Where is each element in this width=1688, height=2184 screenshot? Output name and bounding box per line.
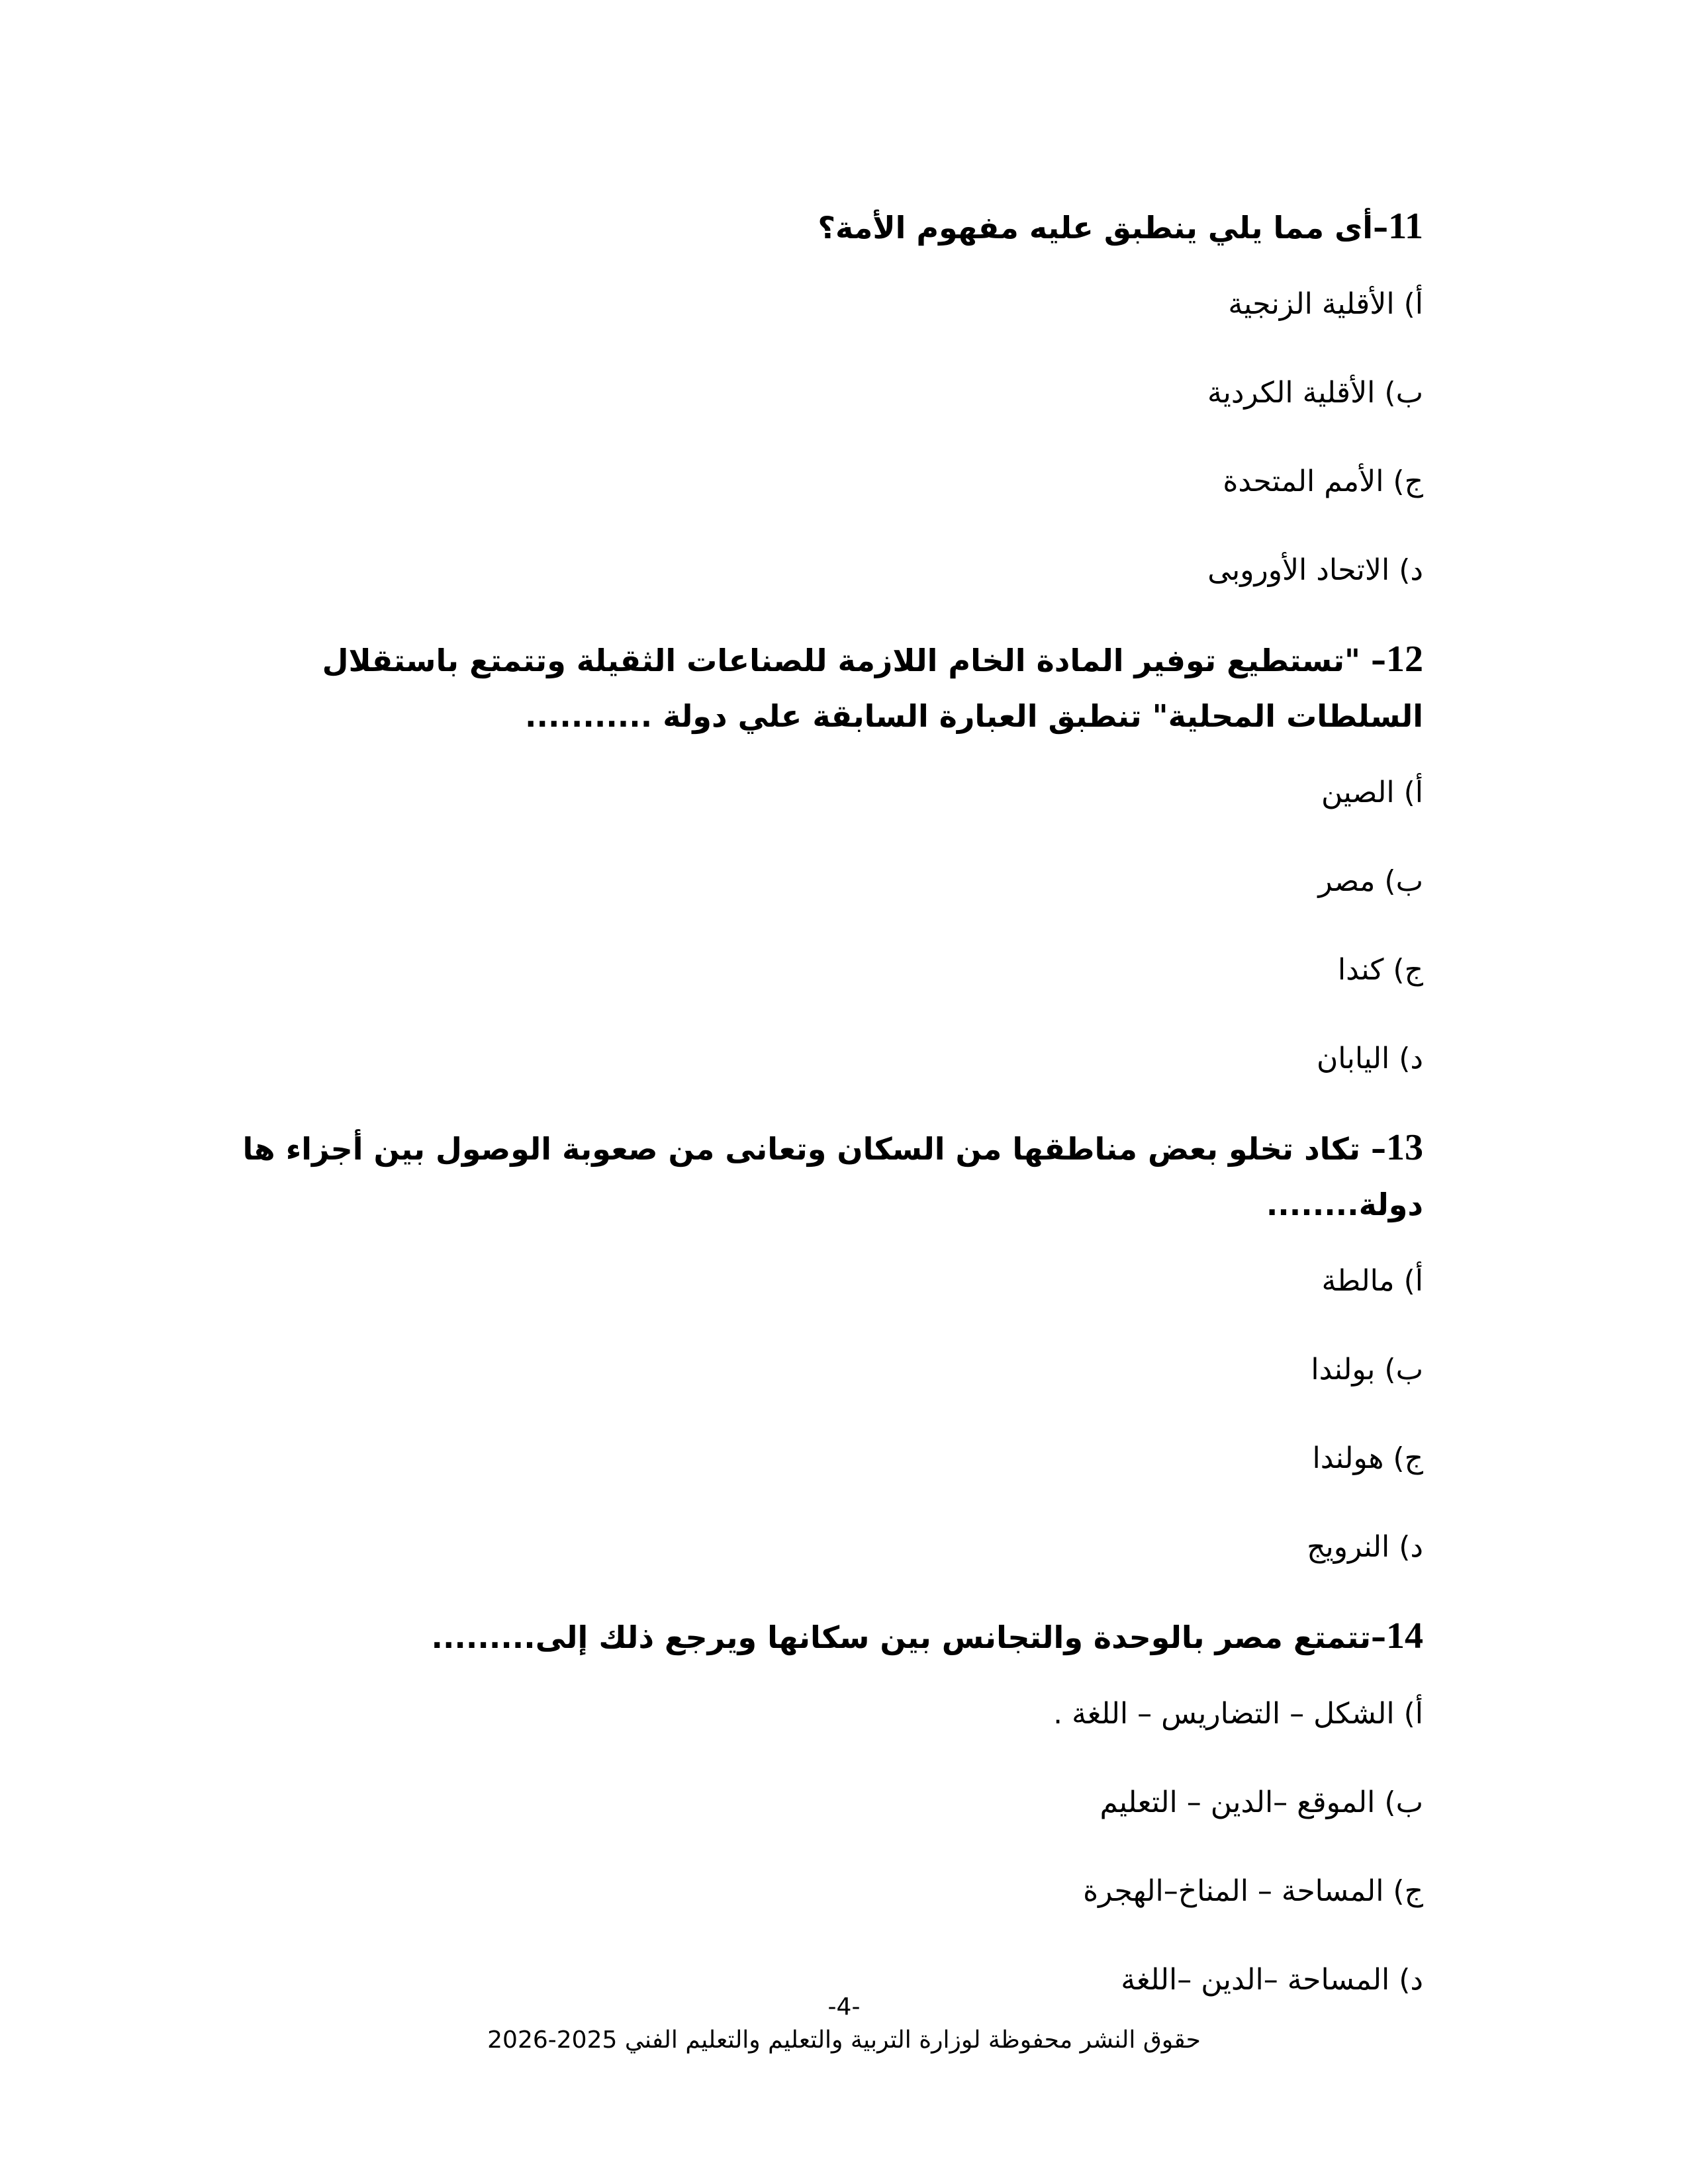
- question-title: [232, 631, 1423, 744]
- answer-option: [232, 1431, 1423, 1486]
- question-title: [232, 1608, 1423, 1665]
- question-separator: –: [1371, 1619, 1386, 1655]
- questions-container: [232, 199, 1423, 2041]
- option-text: مالطة: [1321, 1264, 1395, 1298]
- answer-option: [232, 365, 1423, 421]
- question-separator: –: [1373, 210, 1389, 246]
- answer-option: [232, 454, 1423, 510]
- answer-option: [232, 1864, 1423, 1919]
- answer-option: [232, 854, 1423, 909]
- question-block: [232, 631, 1423, 1087]
- option-letter: د): [1399, 1963, 1423, 1997]
- option-text: الموقع –الدين – التعليم: [1100, 1786, 1376, 1819]
- question-number: 12: [1386, 639, 1423, 680]
- question-number: 13: [1386, 1127, 1423, 1168]
- option-text: الاتحاد الأوروبى: [1207, 553, 1390, 587]
- option-letter: ج): [1393, 1441, 1423, 1475]
- answer-option: [232, 1342, 1423, 1398]
- option-letter: ب): [1384, 376, 1423, 410]
- option-letter: ج): [1393, 465, 1423, 498]
- option-letter: أ): [1403, 287, 1423, 321]
- question-block: [232, 1120, 1423, 1575]
- option-text: الأقلية الزنجية: [1228, 287, 1395, 321]
- answer-option: [232, 1775, 1423, 1831]
- option-text: كندا: [1337, 953, 1384, 987]
- option-letter: ج): [1393, 1874, 1423, 1908]
- option-text: الأقلية الكردية: [1207, 376, 1376, 410]
- option-text: مصر: [1318, 864, 1376, 898]
- question-block: [232, 199, 1423, 598]
- answer-option: [232, 1686, 1423, 1742]
- option-letter: د): [1399, 553, 1423, 587]
- option-letter: ب): [1384, 1786, 1423, 1819]
- answer-option: [232, 1520, 1423, 1575]
- option-letter: أ): [1403, 1697, 1423, 1731]
- answer-option: [232, 942, 1423, 998]
- question-separator: –: [1371, 1131, 1386, 1167]
- option-letter: ج): [1393, 953, 1423, 987]
- option-letter: ب): [1384, 864, 1423, 898]
- option-text: المساحة –الدين –اللغة: [1121, 1963, 1390, 1997]
- question-title: [232, 1120, 1423, 1232]
- page-number: -4-: [827, 1993, 861, 2021]
- option-letter: ب): [1384, 1353, 1423, 1387]
- option-text: بولندا: [1311, 1353, 1376, 1387]
- question-number: 14: [1386, 1615, 1423, 1657]
- question-separator: –: [1371, 643, 1386, 678]
- option-text: اليابان: [1316, 1042, 1390, 1075]
- answer-option: [232, 1031, 1423, 1087]
- question-number: 11: [1388, 206, 1423, 247]
- option-text: الصين: [1321, 776, 1395, 809]
- option-letter: د): [1399, 1042, 1423, 1075]
- copyright-notice: حقوق النشر محفوظة لوزارة التربية والتعليم والتعليم الفني 2025-2026: [487, 2026, 1201, 2054]
- option-text: هولندا: [1312, 1441, 1384, 1475]
- option-text: المساحة – المناخ–الهجرة: [1083, 1874, 1384, 1908]
- option-text: الأمم المتحدة: [1223, 465, 1384, 498]
- question-text: تتمتع مصر بالوحدة والتجانس بين سكانها ويرجع ذلك إلى.........: [431, 1619, 1371, 1655]
- option-letter: أ): [1403, 1264, 1423, 1298]
- option-letter: أ): [1403, 776, 1423, 809]
- question-text: "تستطيع توفير المادة الخام اللازمة للصناعات الثقيلة وتتمتع باستقلال السلطات المحلية" تنطبق العبارة السابقة علي دولة ...........: [322, 643, 1423, 734]
- answer-option: [232, 1253, 1423, 1309]
- question-text: تكاد تخلو بعض مناطقها من السكان وتعانى من صعوبة الوصول بين أجزاء ها دولة........: [242, 1131, 1423, 1222]
- answer-option: [232, 765, 1423, 821]
- question-block: [232, 1608, 1423, 2008]
- answer-option: [232, 543, 1423, 598]
- option-text: الشكل – التضاريس – اللغة .: [1053, 1697, 1395, 1731]
- option-letter: د): [1399, 1530, 1423, 1564]
- option-text: النرويج: [1307, 1530, 1390, 1564]
- question-title: [232, 199, 1423, 255]
- answer-option: [232, 277, 1423, 332]
- question-text: أى مما يلي ينطبق عليه مفهوم الأمة؟: [818, 210, 1374, 246]
